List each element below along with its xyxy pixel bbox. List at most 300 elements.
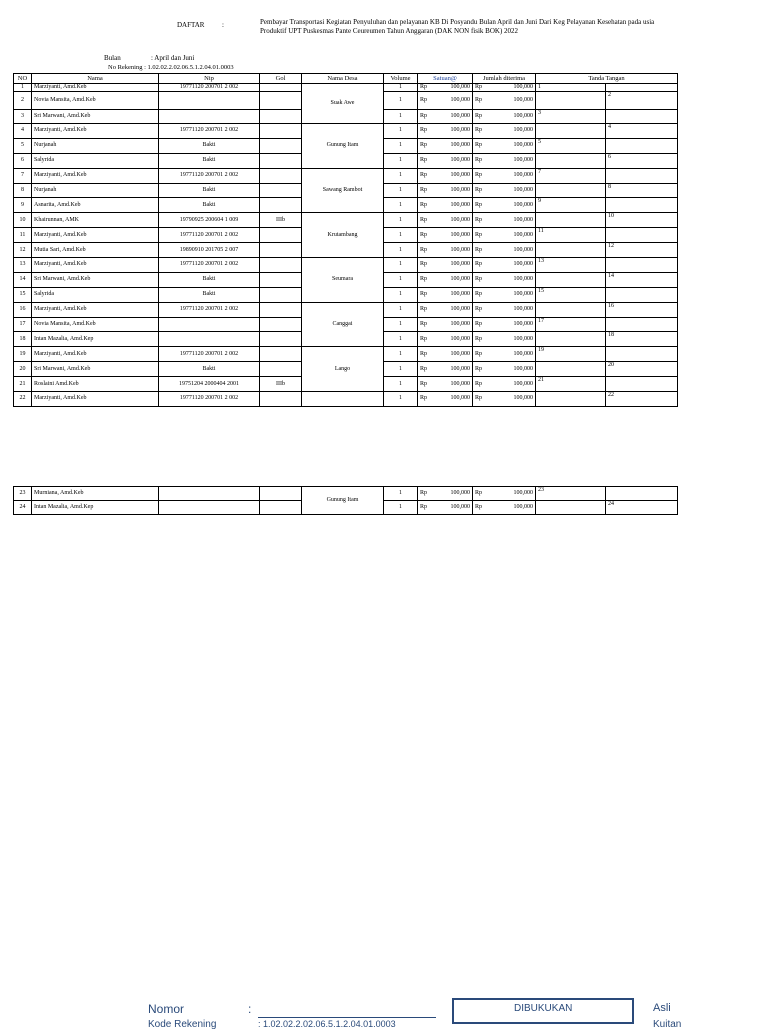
- row-amount: [473, 124, 536, 139]
- row-amount-value: 100,000: [513, 231, 533, 238]
- row-gol: IIIb: [260, 377, 302, 392]
- row-unit-price-value: 100,000: [450, 321, 470, 328]
- row-name: Asnarita, Amd.Keb: [32, 198, 159, 213]
- row-volume: 1: [384, 332, 418, 347]
- row-village: Gunung Itam: [302, 487, 384, 515]
- currency-symbol: Rp: [420, 365, 428, 372]
- signature-left: 15: [536, 287, 606, 302]
- row-village: Lango: [302, 347, 384, 392]
- row-amount: [473, 84, 536, 92]
- footer-number-label: Nomor: [148, 1002, 185, 1016]
- signature-right: 6: [606, 153, 678, 168]
- row-unit-price-value: 100,000: [450, 291, 470, 298]
- currency-symbol: Rp: [475, 276, 483, 283]
- currency-symbol: Rp: [475, 187, 483, 193]
- signature-left: 7: [536, 168, 606, 183]
- row-name: Nurjanah: [32, 138, 159, 153]
- table-row: [14, 302, 678, 317]
- currency-symbol: Rp: [420, 380, 428, 387]
- currency-symbol: Rp: [420, 172, 428, 179]
- currency-symbol: Rp: [475, 231, 483, 238]
- row-village: Krutambang: [302, 213, 384, 258]
- row-unit-price: [418, 317, 473, 332]
- row-unit-price-value: 100,000: [450, 395, 470, 402]
- col-volume: Volume: [384, 74, 418, 84]
- row-unit-price-value: 100,000: [450, 84, 470, 90]
- row-amount-value: 100,000: [513, 321, 533, 328]
- row-gol: [260, 84, 302, 92]
- row-volume: 1: [384, 168, 418, 183]
- row-number: 22: [14, 392, 32, 407]
- row-village: Suak Awe: [302, 84, 384, 124]
- row-number: 13: [14, 258, 32, 273]
- signature-right: 12: [606, 243, 678, 258]
- row-name: Murniana, Amd.Keb: [32, 487, 159, 501]
- row-gol: [260, 92, 302, 110]
- currency-symbol: Rp: [420, 97, 428, 103]
- row-amount-value: 100,000: [513, 504, 533, 510]
- row-amount-value: 100,000: [513, 113, 533, 119]
- row-gol: [260, 347, 302, 362]
- row-name: Mutia Sari, Amd.Keb: [32, 243, 159, 258]
- row-number: 9: [14, 198, 32, 213]
- row-nip: 19771120 200701 2 002: [159, 84, 260, 92]
- signature-left: [536, 153, 606, 168]
- table-row: [14, 487, 678, 501]
- row-unit-price-value: 100,000: [450, 142, 470, 149]
- currency-symbol: Rp: [420, 291, 428, 298]
- row-amount-value: 100,000: [513, 157, 533, 164]
- row-nip: 19771120 200701 2 002: [159, 392, 260, 407]
- row-unit-price: [418, 183, 473, 198]
- table-row: [14, 213, 678, 228]
- signature-left: 19: [536, 347, 606, 362]
- row-gol: [260, 487, 302, 501]
- row-nip: Bakti: [159, 287, 260, 302]
- currency-symbol: Rp: [475, 113, 483, 119]
- row-gol: [260, 302, 302, 317]
- row-amount-value: 100,000: [513, 291, 533, 298]
- row-name: Intan Mazalia, Amd.Kep: [32, 501, 159, 515]
- row-unit-price: [418, 243, 473, 258]
- row-volume: 1: [384, 213, 418, 228]
- row-amount: [473, 138, 536, 153]
- signature-left: 23: [536, 487, 606, 501]
- row-amount-value: 100,000: [513, 127, 533, 134]
- currency-symbol: Rp: [475, 157, 483, 164]
- row-gol: [260, 287, 302, 302]
- row-name: Khairunnan, AMK: [32, 213, 159, 228]
- row-amount-value: 100,000: [513, 306, 533, 313]
- row-nip: Bakti: [159, 138, 260, 153]
- table-header-row: [14, 74, 678, 84]
- row-name: Marziyanti, Amd.Keb: [32, 392, 159, 407]
- row-amount: [473, 198, 536, 213]
- row-amount-value: 100,000: [513, 261, 533, 268]
- row-unit-price-value: 100,000: [450, 216, 470, 223]
- row-volume: 1: [384, 198, 418, 213]
- currency-symbol: Rp: [420, 504, 428, 510]
- row-number: 18: [14, 332, 32, 347]
- row-gol: [260, 392, 302, 407]
- row-gol: [260, 228, 302, 243]
- row-gol: [260, 110, 302, 124]
- footer-booked-label: DIBUKUKAN: [514, 1003, 573, 1014]
- currency-symbol: Rp: [475, 365, 483, 372]
- row-amount: [473, 287, 536, 302]
- signature-right: 4: [606, 124, 678, 139]
- row-volume: 1: [384, 347, 418, 362]
- row-nip: 19771120 200701 2 002: [159, 124, 260, 139]
- signature-right: [606, 228, 678, 243]
- row-unit-price-value: 100,000: [450, 261, 470, 268]
- signature-left: [536, 332, 606, 347]
- row-gol: [260, 258, 302, 273]
- row-unit-price-value: 100,000: [450, 380, 470, 387]
- row-amount-value: 100,000: [513, 142, 533, 149]
- row-village: Sawang Rambot: [302, 168, 384, 213]
- row-number: 12: [14, 243, 32, 258]
- row-volume: 1: [384, 287, 418, 302]
- row-volume: 1: [384, 138, 418, 153]
- row-amount: [473, 377, 536, 392]
- row-nip: 19771120 200701 2 002: [159, 347, 260, 362]
- currency-symbol: Rp: [475, 216, 483, 223]
- currency-symbol: Rp: [420, 201, 428, 208]
- row-unit-price-value: 100,000: [450, 113, 470, 119]
- row-number: 20: [14, 362, 32, 377]
- row-volume: 1: [384, 362, 418, 377]
- signature-left: [536, 501, 606, 515]
- currency-symbol: Rp: [420, 157, 428, 164]
- row-number: 2: [14, 92, 32, 110]
- row-amount-value: 100,000: [513, 97, 533, 103]
- signature-right: [606, 347, 678, 362]
- row-number: 5: [14, 138, 32, 153]
- row-amount: [473, 92, 536, 110]
- signature-right: [606, 258, 678, 273]
- signature-left: 1: [536, 84, 606, 92]
- footer-colon: :: [248, 1002, 252, 1016]
- row-number: 24: [14, 501, 32, 515]
- row-gol: [260, 332, 302, 347]
- signature-right: 8: [606, 183, 678, 198]
- row-amount-value: 100,000: [513, 276, 533, 283]
- currency-symbol: Rp: [475, 380, 483, 387]
- signature-right: 10: [606, 213, 678, 228]
- row-nip: [159, 332, 260, 347]
- title-colon: :: [222, 21, 224, 29]
- row-unit-price: [418, 138, 473, 153]
- signature-right: [606, 198, 678, 213]
- row-number: 7: [14, 168, 32, 183]
- row-volume: 1: [384, 501, 418, 515]
- row-gol: [260, 272, 302, 287]
- row-amount-value: 100,000: [513, 84, 533, 90]
- row-unit-price: [418, 110, 473, 124]
- signature-right: 16: [606, 302, 678, 317]
- signature-right: [606, 110, 678, 124]
- currency-symbol: Rp: [420, 395, 428, 402]
- row-amount-value: 100,000: [513, 216, 533, 223]
- title-label: DAFTAR: [177, 21, 205, 29]
- currency-symbol: Rp: [475, 335, 483, 342]
- row-number: 19: [14, 347, 32, 362]
- currency-symbol: Rp: [420, 84, 428, 90]
- row-name: Salyrida: [32, 287, 159, 302]
- row-nip: Bakti: [159, 198, 260, 213]
- row-name: Intan Mazalia, Amd.Kep: [32, 332, 159, 347]
- currency-symbol: Rp: [475, 504, 483, 510]
- currency-symbol: Rp: [475, 321, 483, 328]
- row-name: Sri Marwani, Amd.Keb: [32, 362, 159, 377]
- row-number: 14: [14, 272, 32, 287]
- signature-left: 11: [536, 228, 606, 243]
- row-volume: 1: [384, 317, 418, 332]
- row-unit-price: [418, 272, 473, 287]
- row-nip: 19771120 200701 2 002: [159, 168, 260, 183]
- row-volume: 1: [384, 258, 418, 273]
- row-number: 21: [14, 377, 32, 392]
- row-number: 23: [14, 487, 32, 501]
- row-amount: [473, 110, 536, 124]
- row-volume: 1: [384, 153, 418, 168]
- col-nip: Nip: [159, 74, 260, 84]
- row-volume: 1: [384, 228, 418, 243]
- signature-left: 21: [536, 377, 606, 392]
- row-name: Marziyanti, Amd.Keb: [32, 84, 159, 92]
- currency-symbol: Rp: [420, 187, 428, 193]
- currency-symbol: Rp: [475, 84, 483, 90]
- signature-left: [536, 183, 606, 198]
- currency-symbol: Rp: [475, 291, 483, 298]
- row-amount: [473, 258, 536, 273]
- row-number: 3: [14, 110, 32, 124]
- currency-symbol: Rp: [420, 306, 428, 313]
- row-nip: 19751204 2000404 2001: [159, 377, 260, 392]
- row-nip: [159, 110, 260, 124]
- account-number-row: [108, 64, 234, 72]
- row-amount-value: 100,000: [513, 335, 533, 342]
- currency-symbol: Rp: [420, 350, 428, 357]
- row-amount: [473, 392, 536, 407]
- row-number: 6: [14, 153, 32, 168]
- row-village: Canggai: [302, 302, 384, 347]
- row-unit-price: [418, 287, 473, 302]
- row-amount: [473, 501, 536, 515]
- row-name: Marziyanti, Amd.Keb: [32, 124, 159, 139]
- row-gol: [260, 362, 302, 377]
- row-unit-price: [418, 258, 473, 273]
- signature-right: 18: [606, 332, 678, 347]
- payment-table-continued: [13, 486, 678, 515]
- row-unit-price: [418, 124, 473, 139]
- row-volume: 1: [384, 302, 418, 317]
- row-amount-value: 100,000: [513, 395, 533, 402]
- row-unit-price: [418, 362, 473, 377]
- month-label: Bulan: [104, 54, 121, 62]
- row-number: 15: [14, 287, 32, 302]
- row-gol: [260, 138, 302, 153]
- row-unit-price: [418, 213, 473, 228]
- row-unit-price-value: 100,000: [450, 97, 470, 103]
- row-amount: [473, 183, 536, 198]
- row-gol: [260, 124, 302, 139]
- currency-symbol: Rp: [420, 335, 428, 342]
- row-unit-price-value: 100,000: [450, 335, 470, 342]
- row-name: Salyrida: [32, 153, 159, 168]
- signature-left: [536, 272, 606, 287]
- signature-left: 17: [536, 317, 606, 332]
- row-amount: [473, 153, 536, 168]
- col-gol: Gol: [260, 74, 302, 84]
- footer-original-label: Asli: [653, 1002, 671, 1014]
- currency-symbol: Rp: [420, 113, 428, 119]
- currency-symbol: Rp: [475, 261, 483, 268]
- row-amount: [473, 272, 536, 287]
- row-unit-price-value: 100,000: [450, 490, 470, 496]
- currency-symbol: Rp: [420, 127, 428, 134]
- row-unit-price: [418, 168, 473, 183]
- signature-right: 14: [606, 272, 678, 287]
- signature-left: [536, 392, 606, 407]
- currency-symbol: Rp: [475, 395, 483, 402]
- row-amount-value: 100,000: [513, 201, 533, 208]
- row-amount: [473, 213, 536, 228]
- row-name: Roslaini Amd.Keb: [32, 377, 159, 392]
- row-village: Gunung Itam: [302, 124, 384, 169]
- row-unit-price-value: 100,000: [450, 231, 470, 238]
- row-name: Novia Mansita, Amd.Keb: [32, 92, 159, 110]
- row-amount-value: 100,000: [513, 172, 533, 179]
- table-row: [14, 392, 678, 407]
- currency-symbol: Rp: [420, 216, 428, 223]
- row-nip: 19771120 200701 2 002: [159, 228, 260, 243]
- row-unit-price: [418, 501, 473, 515]
- row-gol: [260, 317, 302, 332]
- row-name: Nurjanah: [32, 183, 159, 198]
- footer-receipt-label: Kuitan: [653, 1019, 682, 1030]
- row-number: 10: [14, 213, 32, 228]
- payment-table: [13, 73, 678, 407]
- row-unit-price: [418, 487, 473, 501]
- signature-left: 13: [536, 258, 606, 273]
- signature-right: [606, 84, 678, 92]
- row-volume: 1: [384, 392, 418, 407]
- col-name: Nama: [32, 74, 159, 84]
- currency-symbol: Rp: [475, 172, 483, 179]
- row-unit-price-value: 100,000: [450, 306, 470, 313]
- row-unit-price: [418, 302, 473, 317]
- footer-account-label: Kode Rekening: [148, 1019, 217, 1030]
- row-amount: [473, 168, 536, 183]
- signature-right: 24: [606, 501, 678, 515]
- row-nip: 19771120 200701 2 002: [159, 258, 260, 273]
- signature-left: [536, 213, 606, 228]
- signature-left: 9: [536, 198, 606, 213]
- currency-symbol: Rp: [420, 261, 428, 268]
- signature-right: 2: [606, 92, 678, 110]
- signature-right: 20: [606, 362, 678, 377]
- row-unit-price-value: 100,000: [450, 276, 470, 283]
- currency-symbol: Rp: [420, 231, 428, 238]
- currency-symbol: Rp: [475, 246, 483, 253]
- currency-symbol: Rp: [420, 276, 428, 283]
- signature-left: [536, 92, 606, 110]
- row-number: 8: [14, 183, 32, 198]
- row-volume: 1: [384, 110, 418, 124]
- row-name: Sri Marwani, Amd.Keb: [32, 110, 159, 124]
- signature-right: [606, 138, 678, 153]
- row-nip: Bakti: [159, 183, 260, 198]
- row-nip: [159, 317, 260, 332]
- currency-symbol: Rp: [475, 350, 483, 357]
- table-row: [14, 258, 678, 273]
- row-gol: [260, 153, 302, 168]
- row-unit-price-value: 100,000: [450, 504, 470, 510]
- row-nip: Bakti: [159, 272, 260, 287]
- footer-number-line: [258, 1017, 436, 1018]
- row-nip: Bakti: [159, 153, 260, 168]
- row-gol: [260, 501, 302, 515]
- row-name: Marziyanti, Amd.Keb: [32, 228, 159, 243]
- row-unit-price: [418, 153, 473, 168]
- signature-right: [606, 317, 678, 332]
- row-number: 17: [14, 317, 32, 332]
- row-amount: [473, 347, 536, 362]
- row-amount-value: 100,000: [513, 350, 533, 357]
- table-row: [14, 84, 678, 92]
- row-unit-price-value: 100,000: [450, 172, 470, 179]
- currency-symbol: Rp: [475, 97, 483, 103]
- document-title: Pembayar Transportasi Kegiatan Penyuluhan dan pelayanan KB Di Posyandu Bulan April dan Juni Dari Keg Pelayanan Kesehatan pada usia Produktif UPT Puskesmas Pante Ceureumen Tahun Anggaran (DAK NON fisik BOK) 2022: [260, 18, 655, 35]
- row-nip: [159, 487, 260, 501]
- col-no: NO: [14, 74, 32, 84]
- row-name: Marziyanti, Amd.Keb: [32, 347, 159, 362]
- row-name: Marziyanti, Amd.Keb: [32, 168, 159, 183]
- table-row: [14, 168, 678, 183]
- row-unit-price: [418, 198, 473, 213]
- currency-symbol: Rp: [475, 142, 483, 149]
- currency-symbol: Rp: [420, 321, 428, 328]
- row-name: Sri Marwani, Amd.Keb: [32, 272, 159, 287]
- row-unit-price-value: 100,000: [450, 350, 470, 357]
- row-gol: [260, 198, 302, 213]
- row-unit-price: [418, 332, 473, 347]
- row-unit-price: [418, 92, 473, 110]
- row-number: 11: [14, 228, 32, 243]
- row-gol: [260, 183, 302, 198]
- col-amount: Jumlah diterima: [473, 74, 536, 84]
- row-amount-value: 100,000: [513, 380, 533, 387]
- currency-symbol: Rp: [475, 127, 483, 134]
- currency-symbol: Rp: [475, 490, 483, 496]
- row-amount: [473, 228, 536, 243]
- row-name: Marziyanti, Amd.Keb: [32, 302, 159, 317]
- footer-account-value: : 1.02.02.2.02.06.5.1.2.04.01.0003: [258, 1019, 396, 1029]
- currency-symbol: Rp: [420, 142, 428, 149]
- signature-left: [536, 362, 606, 377]
- row-amount: [473, 317, 536, 332]
- row-unit-price: [418, 392, 473, 407]
- row-amount-value: 100,000: [513, 246, 533, 253]
- row-amount-value: 100,000: [513, 490, 533, 496]
- currency-symbol: Rp: [475, 201, 483, 208]
- row-volume: 1: [384, 183, 418, 198]
- table-row: [14, 124, 678, 139]
- row-village: [302, 392, 384, 407]
- signature-left: 3: [536, 110, 606, 124]
